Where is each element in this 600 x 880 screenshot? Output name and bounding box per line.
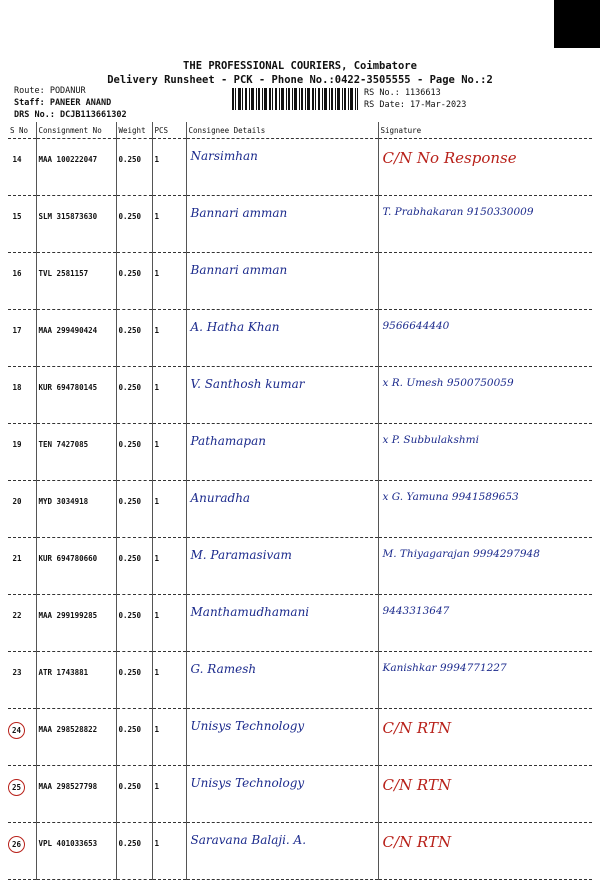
row-pcs: 1 — [152, 595, 186, 652]
row-consignment-no: MAA 298527798 — [36, 766, 116, 823]
scan-corner-mark — [554, 0, 600, 48]
row-signature-text: 9566644440 — [382, 320, 450, 332]
row-sno-text: 24 — [8, 722, 25, 739]
drs-number: DRS No.: DCJB113661302 — [14, 110, 127, 120]
row-consignment-no: TVL 2581157 — [36, 253, 116, 310]
row-consignee-name — [186, 538, 378, 595]
row-consignment-no: TEN 7427085 — [36, 424, 116, 481]
rs-number: RS No.: 1136613 — [364, 88, 441, 98]
row-pcs: 1 — [152, 709, 186, 766]
row-consignee-name — [186, 196, 378, 253]
row-signature-text: 9443313647 — [382, 605, 450, 617]
row-sno — [8, 310, 36, 367]
row-consignee-name — [186, 481, 378, 538]
col-pcs-header: PCS — [152, 122, 186, 139]
row-sno — [8, 595, 36, 652]
row-consignee-name-text: Unisys Technology — [190, 776, 305, 790]
row-consignee-name-text: M. Paramasivam — [190, 548, 292, 562]
row-sno-text: 23 — [12, 668, 22, 677]
row-pcs: 1 — [152, 367, 186, 424]
row-consignment-no: KUR 694780145 — [36, 367, 116, 424]
row-sno-text: 16 — [12, 269, 22, 278]
row-pcs: 1 — [152, 424, 186, 481]
row-consignee-name-text: Anuradha — [190, 491, 251, 505]
row-sno — [8, 139, 36, 196]
row-consignee-name-text: Bannari amman — [190, 206, 288, 220]
row-sno-text: 15 — [12, 212, 22, 221]
row-weight: 0.250 — [116, 139, 152, 196]
runsheet-table — [8, 122, 592, 880]
table-row — [8, 424, 592, 481]
col-consignment-header: Consignment No — [36, 122, 116, 139]
row-consignment-no: ATR 1743881 — [36, 652, 116, 709]
rs-date: RS Date: 17-Mar-2023 — [364, 100, 467, 110]
col-weight-header: Weight — [116, 122, 152, 139]
row-weight: 0.250 — [116, 481, 152, 538]
row-weight: 0.250 — [116, 538, 152, 595]
row-signature-text: C/N No Response — [382, 149, 517, 167]
row-consignment-no: KUR 694780660 — [36, 538, 116, 595]
row-signature-text: C/N RTN — [382, 776, 452, 794]
row-consignee-name-text: Pathamapan — [190, 434, 266, 448]
table-row — [8, 367, 592, 424]
row-signature-text: x P. Subbulakshmi — [382, 434, 479, 446]
table-row — [8, 595, 592, 652]
barcode-image — [232, 88, 358, 110]
row-consignee-name — [186, 424, 378, 481]
table-row — [8, 709, 592, 766]
row-sno — [8, 253, 36, 310]
row-signature — [378, 823, 592, 880]
row-weight: 0.250 — [116, 367, 152, 424]
row-pcs: 1 — [152, 538, 186, 595]
row-pcs: 1 — [152, 253, 186, 310]
row-sno-text: 17 — [12, 326, 22, 335]
row-sno-text: 19 — [12, 440, 22, 449]
row-sno — [8, 823, 36, 880]
col-consignee-header: Consignee Details — [186, 122, 378, 139]
row-signature — [378, 481, 592, 538]
row-consignee-name — [186, 766, 378, 823]
row-consignee-name — [186, 253, 378, 310]
row-consignment-no: MAA 299199285 — [36, 595, 116, 652]
row-signature — [378, 310, 592, 367]
row-consignee-name-text: Unisys Technology — [190, 719, 305, 733]
table-row — [8, 310, 592, 367]
row-sno-text: 22 — [12, 611, 22, 620]
row-signature-text: C/N RTN — [382, 833, 452, 851]
row-sno-text: 20 — [12, 497, 22, 506]
row-weight: 0.250 — [116, 709, 152, 766]
row-signature-text: C/N RTN — [382, 719, 452, 737]
row-weight: 0.250 — [116, 196, 152, 253]
row-consignee-name — [186, 139, 378, 196]
row-pcs: 1 — [152, 481, 186, 538]
row-sno — [8, 424, 36, 481]
row-consignment-no: VPL 401033653 — [36, 823, 116, 880]
table-row — [8, 196, 592, 253]
row-signature-text: T. Prabhakaran 9150330009 — [382, 206, 534, 218]
row-consignee-name — [186, 652, 378, 709]
row-weight: 0.250 — [116, 595, 152, 652]
row-pcs: 1 — [152, 196, 186, 253]
route-label: Route: PODANUR — [14, 86, 86, 96]
table-row — [8, 538, 592, 595]
table-row — [8, 481, 592, 538]
row-weight: 0.250 — [116, 253, 152, 310]
row-consignee-name — [186, 595, 378, 652]
row-consignee-name — [186, 823, 378, 880]
row-signature — [378, 196, 592, 253]
row-consignee-name — [186, 310, 378, 367]
table-header-row — [8, 122, 592, 139]
row-weight: 0.250 — [116, 823, 152, 880]
row-sno-text: 25 — [8, 779, 25, 796]
row-sno — [8, 367, 36, 424]
row-consignment-no: MAA 100222047 — [36, 139, 116, 196]
row-consignment-no: MYD 3034918 — [36, 481, 116, 538]
row-signature-text: x R. Umesh 9500750059 — [382, 377, 514, 389]
row-consignee-name-text: Bannari amman — [190, 263, 288, 277]
table-row — [8, 766, 592, 823]
row-signature — [378, 253, 592, 310]
staff-label: Staff: PANEER ANAND — [14, 98, 112, 108]
row-sno — [8, 481, 36, 538]
table-row — [8, 823, 592, 880]
row-sno — [8, 766, 36, 823]
row-signature — [378, 766, 592, 823]
row-consignment-no: MAA 298528822 — [36, 709, 116, 766]
row-sno-text: 14 — [12, 155, 22, 164]
company-title: THE PROFESSIONAL COURIERS, Coimbatore — [183, 60, 417, 72]
row-weight: 0.250 — [116, 424, 152, 481]
row-weight: 0.250 — [116, 310, 152, 367]
row-signature — [378, 652, 592, 709]
col-sno-header: S No — [8, 122, 36, 139]
row-consignee-name-text: G. Ramesh — [190, 662, 257, 676]
row-signature — [378, 538, 592, 595]
row-sno — [8, 709, 36, 766]
row-sno-text: 18 — [12, 383, 22, 392]
row-sno-text: 26 — [8, 836, 25, 853]
row-consignee-name-text: Manthamudhamani — [190, 605, 310, 619]
row-consignee-name — [186, 367, 378, 424]
row-consignee-name-text: V. Santhosh kumar — [190, 377, 305, 391]
col-signature-header: Signature — [378, 122, 592, 139]
row-signature — [378, 139, 592, 196]
row-signature — [378, 709, 592, 766]
row-pcs: 1 — [152, 823, 186, 880]
row-signature-text: x G. Yamuna 9941589653 — [382, 491, 519, 503]
row-pcs: 1 — [152, 139, 186, 196]
row-weight: 0.250 — [116, 766, 152, 823]
row-sno — [8, 652, 36, 709]
row-signature-text: M. Thiyagarajan 9994297948 — [382, 548, 540, 560]
row-consignee-name — [186, 709, 378, 766]
row-consignee-name-text: Saravana Balaji. A. — [190, 833, 307, 847]
table-row — [8, 253, 592, 310]
row-sno — [8, 538, 36, 595]
row-consignment-no: SLM 315873630 — [36, 196, 116, 253]
row-signature-text: Kanishkar 9994771227 — [382, 662, 507, 674]
row-pcs: 1 — [152, 652, 186, 709]
table-row — [8, 652, 592, 709]
row-consignee-name-text: Narsimhan — [190, 149, 258, 163]
row-signature — [378, 424, 592, 481]
row-signature — [378, 595, 592, 652]
row-sno-text: 21 — [12, 554, 22, 563]
table-row — [8, 139, 592, 196]
row-weight: 0.250 — [116, 652, 152, 709]
row-consignment-no: MAA 299490424 — [36, 310, 116, 367]
row-consignee-name-text: A. Hatha Khan — [190, 320, 280, 334]
runsheet-title: Delivery Runsheet - PCK - Phone No.:0422-3505555 - Page No.:2 — [107, 74, 493, 86]
row-pcs: 1 — [152, 310, 186, 367]
row-pcs: 1 — [152, 766, 186, 823]
row-sno — [8, 196, 36, 253]
row-signature — [378, 367, 592, 424]
